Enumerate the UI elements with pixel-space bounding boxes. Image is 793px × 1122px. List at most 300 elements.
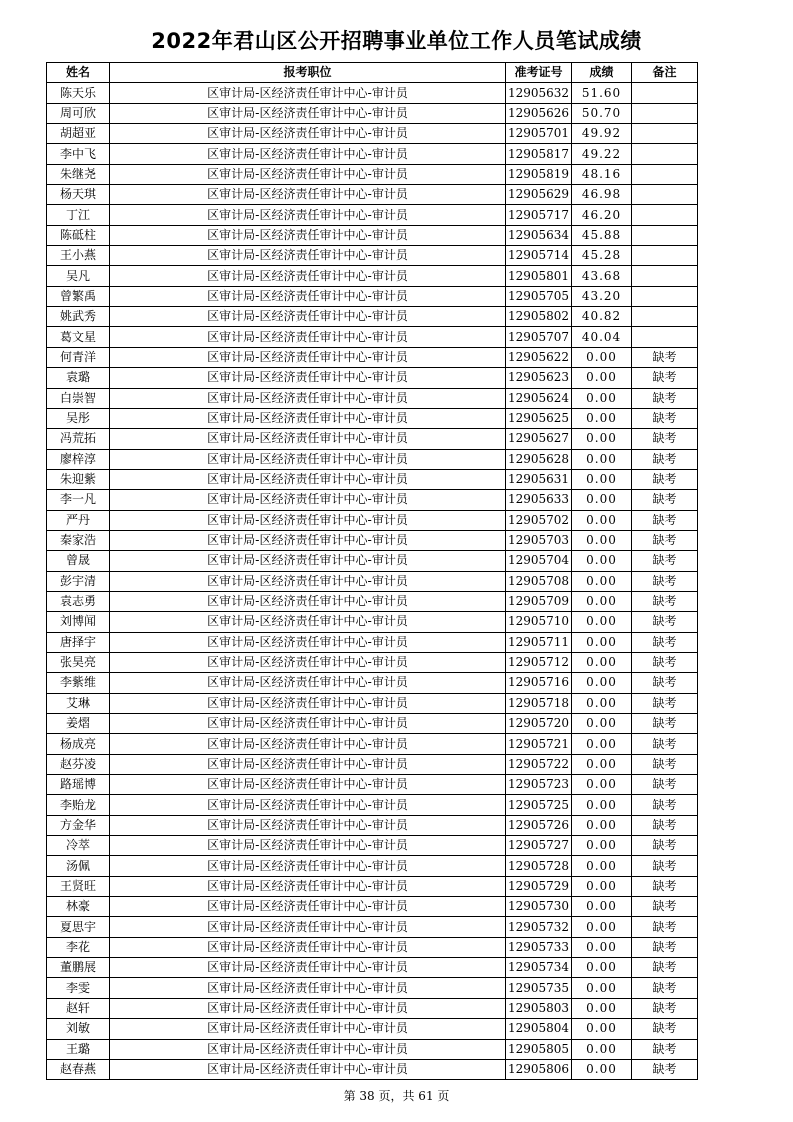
score-cell: 43.20 (572, 286, 632, 306)
score-cell: 0.00 (572, 795, 632, 815)
exam-id-cell: 12905718 (506, 693, 572, 713)
score-cell: 0.00 (572, 693, 632, 713)
score-cell: 0.00 (572, 510, 632, 530)
remark-cell: 缺考 (632, 958, 698, 978)
table-row (47, 775, 698, 795)
remark-cell: 缺考 (632, 836, 698, 856)
table-row (47, 734, 698, 754)
exam-id-cell: 12905725 (506, 795, 572, 815)
score-cell: 0.00 (572, 917, 632, 937)
candidate-name-cell: 彭宇清 (47, 571, 110, 591)
table-row (47, 83, 698, 103)
remark-cell: 缺考 (632, 571, 698, 591)
remark-cell: 缺考 (632, 978, 698, 998)
candidate-name-cell: 王小燕 (47, 246, 110, 266)
score-cell: 40.04 (572, 327, 632, 347)
remark-cell: 缺考 (632, 449, 698, 469)
header-name: 姓名 (47, 63, 110, 83)
position-cell: 区审计局-区经济责任审计中心-审计员 (110, 652, 506, 672)
position-cell: 区审计局-区经济责任审计中心-审计员 (110, 449, 506, 469)
exam-id-cell: 12905709 (506, 591, 572, 611)
position-cell: 区审计局-区经济责任审计中心-审计员 (110, 307, 506, 327)
table-row (47, 571, 698, 591)
position-cell: 区审计局-区经济责任审计中心-审计员 (110, 327, 506, 347)
remark-cell (632, 327, 698, 347)
position-cell: 区审计局-区经济责任审计中心-审计员 (110, 815, 506, 835)
exam-id-cell: 12905728 (506, 856, 572, 876)
remark-cell (632, 266, 698, 286)
position-cell: 区审计局-区经济责任审计中心-审计员 (110, 510, 506, 530)
score-cell: 0.00 (572, 714, 632, 734)
header-score: 成绩 (572, 63, 632, 83)
remark-cell: 缺考 (632, 775, 698, 795)
remark-cell: 缺考 (632, 408, 698, 428)
score-cell: 0.00 (572, 978, 632, 998)
position-cell: 区审计局-区经济责任审计中心-审计员 (110, 937, 506, 957)
remark-cell: 缺考 (632, 591, 698, 611)
candidate-name-cell: 林豪 (47, 897, 110, 917)
remark-cell: 缺考 (632, 815, 698, 835)
position-cell: 区审计局-区经济责任审计中心-审计员 (110, 246, 506, 266)
position-cell: 区审计局-区经济责任审计中心-审计员 (110, 734, 506, 754)
position-cell: 区审计局-区经济责任审计中心-审计员 (110, 286, 506, 306)
score-cell: 0.00 (572, 408, 632, 428)
table-row (47, 1039, 698, 1059)
position-cell: 区审计局-区经济责任审计中心-审计员 (110, 185, 506, 205)
position-cell: 区审计局-区经济责任审计中心-审计员 (110, 83, 506, 103)
exam-id-cell: 12905712 (506, 652, 572, 672)
score-cell: 45.28 (572, 246, 632, 266)
position-cell: 区审计局-区经济责任审计中心-审计员 (110, 164, 506, 184)
remark-cell (632, 164, 698, 184)
remark-cell: 缺考 (632, 1059, 698, 1079)
exam-id-cell: 12905627 (506, 429, 572, 449)
table-row (47, 652, 698, 672)
exam-id-cell: 12905735 (506, 978, 572, 998)
score-cell: 0.00 (572, 612, 632, 632)
score-cell: 0.00 (572, 652, 632, 672)
score-cell: 0.00 (572, 673, 632, 693)
remark-cell: 缺考 (632, 693, 698, 713)
table-row (47, 307, 698, 327)
score-cell: 49.92 (572, 124, 632, 144)
exam-id-cell: 12905701 (506, 124, 572, 144)
exam-id-cell: 12905801 (506, 266, 572, 286)
candidate-name-cell: 袁志勇 (47, 591, 110, 611)
position-cell: 区审计局-区经济责任审计中心-审计员 (110, 388, 506, 408)
score-cell: 0.00 (572, 429, 632, 449)
position-cell: 区审计局-区经济责任审计中心-审计员 (110, 1019, 506, 1039)
position-cell: 区审计局-区经济责任审计中心-审计员 (110, 775, 506, 795)
table-row (47, 714, 698, 734)
position-cell: 区审计局-区经济责任审计中心-审计员 (110, 998, 506, 1018)
table-row (47, 449, 698, 469)
position-cell: 区审计局-区经济责任审计中心-审计员 (110, 754, 506, 774)
remark-cell: 缺考 (632, 673, 698, 693)
exam-id-cell: 12905634 (506, 225, 572, 245)
position-cell: 区审计局-区经济责任审计中心-审计员 (110, 408, 506, 428)
score-cell: 0.00 (572, 1039, 632, 1059)
remark-cell: 缺考 (632, 937, 698, 957)
candidate-name-cell: 朱继尧 (47, 164, 110, 184)
exam-id-cell: 12905722 (506, 754, 572, 774)
candidate-name-cell: 姚武秀 (47, 307, 110, 327)
exam-id-cell: 12905805 (506, 1039, 572, 1059)
exam-id-cell: 12905625 (506, 408, 572, 428)
score-cell: 51.60 (572, 83, 632, 103)
exam-id-cell: 12905734 (506, 958, 572, 978)
table-row (47, 327, 698, 347)
exam-id-cell: 12905723 (506, 775, 572, 795)
table-header-row (47, 63, 698, 83)
table-row (47, 490, 698, 510)
remark-cell: 缺考 (632, 469, 698, 489)
position-cell: 区审计局-区经济责任审计中心-审计员 (110, 856, 506, 876)
position-cell: 区审计局-区经济责任审计中心-审计员 (110, 978, 506, 998)
table-row (47, 998, 698, 1018)
position-cell: 区审计局-区经济责任审计中心-审计员 (110, 124, 506, 144)
remark-cell: 缺考 (632, 652, 698, 672)
score-cell: 46.20 (572, 205, 632, 225)
candidate-name-cell: 丁江 (47, 205, 110, 225)
exam-id-cell: 12905804 (506, 1019, 572, 1039)
score-cell: 0.00 (572, 734, 632, 754)
table-row (47, 429, 698, 449)
exam-id-cell: 12905730 (506, 897, 572, 917)
position-cell: 区审计局-区经济责任审计中心-审计员 (110, 714, 506, 734)
position-cell: 区审计局-区经济责任审计中心-审计员 (110, 530, 506, 550)
position-cell: 区审计局-区经济责任审计中心-审计员 (110, 632, 506, 652)
table-row (47, 185, 698, 205)
remark-cell (632, 83, 698, 103)
remark-cell (632, 286, 698, 306)
page-footer: 第 38 页，共 61 页 (343, 1089, 450, 1103)
table-row (47, 266, 698, 286)
score-cell: 0.00 (572, 836, 632, 856)
exam-id-cell: 12905806 (506, 1059, 572, 1079)
table-row (47, 124, 698, 144)
score-cell: 0.00 (572, 876, 632, 896)
exam-id-cell: 12905628 (506, 449, 572, 469)
candidate-name-cell: 廖梓淳 (47, 449, 110, 469)
position-cell: 区审计局-区经济责任审计中心-审计员 (110, 429, 506, 449)
score-cell: 0.00 (572, 775, 632, 795)
remark-cell: 缺考 (632, 876, 698, 896)
position-cell: 区审计局-区经济责任审计中心-审计员 (110, 876, 506, 896)
candidate-name-cell: 朱迎紫 (47, 469, 110, 489)
score-cell: 0.00 (572, 490, 632, 510)
table-row (47, 246, 698, 266)
position-cell: 区审计局-区经济责任审计中心-审计员 (110, 836, 506, 856)
candidate-name-cell: 秦家浩 (47, 530, 110, 550)
remark-cell: 缺考 (632, 347, 698, 367)
exam-id-cell: 12905633 (506, 490, 572, 510)
score-cell: 0.00 (572, 897, 632, 917)
exam-id-cell: 12905711 (506, 632, 572, 652)
score-cell: 0.00 (572, 632, 632, 652)
table-row (47, 591, 698, 611)
score-cell: 0.00 (572, 998, 632, 1018)
remark-cell: 缺考 (632, 551, 698, 571)
page-title: 2022年君山区公开招聘事业单位工作人员笔试成绩 (151, 29, 642, 53)
score-cell: 50.70 (572, 103, 632, 123)
remark-cell: 缺考 (632, 612, 698, 632)
remark-cell: 缺考 (632, 754, 698, 774)
remark-cell: 缺考 (632, 490, 698, 510)
score-cell: 0.00 (572, 530, 632, 550)
table-row (47, 1019, 698, 1039)
remark-cell: 缺考 (632, 510, 698, 530)
table-row (47, 347, 698, 367)
exam-id-cell: 12905632 (506, 83, 572, 103)
score-cell: 0.00 (572, 937, 632, 957)
candidate-name-cell: 杨天琪 (47, 185, 110, 205)
position-cell: 区审计局-区经济责任审计中心-审计员 (110, 347, 506, 367)
exam-id-cell: 12905733 (506, 937, 572, 957)
candidate-name-cell: 袁璐 (47, 368, 110, 388)
exam-id-cell: 12905729 (506, 876, 572, 896)
table-row (47, 530, 698, 550)
table-row (47, 856, 698, 876)
remark-cell: 缺考 (632, 856, 698, 876)
candidate-name-cell: 赵芬凌 (47, 754, 110, 774)
candidate-name-cell: 路瑶博 (47, 775, 110, 795)
candidate-name-cell: 艾琳 (47, 693, 110, 713)
exam-id-cell: 12905803 (506, 998, 572, 1018)
candidate-name-cell: 刘博闻 (47, 612, 110, 632)
candidate-name-cell: 夏思宇 (47, 917, 110, 937)
exam-id-cell: 12905708 (506, 571, 572, 591)
table-row (47, 754, 698, 774)
candidate-name-cell: 方金华 (47, 815, 110, 835)
exam-id-cell: 12905710 (506, 612, 572, 632)
candidate-name-cell: 严丹 (47, 510, 110, 530)
remark-cell (632, 307, 698, 327)
position-cell: 区审计局-区经济责任审计中心-审计员 (110, 469, 506, 489)
table-row (47, 836, 698, 856)
remark-cell (632, 103, 698, 123)
remark-cell: 缺考 (632, 1039, 698, 1059)
remark-cell: 缺考 (632, 1019, 698, 1039)
exam-id-cell: 12905622 (506, 347, 572, 367)
candidate-name-cell: 张昊亮 (47, 652, 110, 672)
remark-cell (632, 144, 698, 164)
position-cell: 区审计局-区经济责任审计中心-审计员 (110, 103, 506, 123)
position-cell: 区审计局-区经济责任审计中心-审计员 (110, 958, 506, 978)
candidate-name-cell: 李中飞 (47, 144, 110, 164)
candidate-name-cell: 陈砥柱 (47, 225, 110, 245)
candidate-name-cell: 李一凡 (47, 490, 110, 510)
table-row (47, 673, 698, 693)
table-row (47, 388, 698, 408)
score-cell: 0.00 (572, 347, 632, 367)
candidate-name-cell: 李贻龙 (47, 795, 110, 815)
position-cell: 区审计局-区经济责任审计中心-审计员 (110, 795, 506, 815)
exam-id-cell: 12905726 (506, 815, 572, 835)
table-row (47, 632, 698, 652)
candidate-name-cell: 刘敏 (47, 1019, 110, 1039)
table-row (47, 612, 698, 632)
table-row (47, 897, 698, 917)
score-cell: 40.82 (572, 307, 632, 327)
score-cell: 0.00 (572, 368, 632, 388)
score-cell: 0.00 (572, 754, 632, 774)
score-cell: 45.88 (572, 225, 632, 245)
position-cell: 区审计局-区经济责任审计中心-审计员 (110, 1039, 506, 1059)
table-row (47, 510, 698, 530)
score-cell: 43.68 (572, 266, 632, 286)
exam-id-cell: 12905717 (506, 205, 572, 225)
candidate-name-cell: 胡超亚 (47, 124, 110, 144)
candidate-name-cell: 曾晟 (47, 551, 110, 571)
table-row (47, 815, 698, 835)
exam-id-cell: 12905623 (506, 368, 572, 388)
position-cell: 区审计局-区经济责任审计中心-审计员 (110, 591, 506, 611)
remark-cell: 缺考 (632, 734, 698, 754)
score-cell: 0.00 (572, 551, 632, 571)
header-remark: 备注 (632, 63, 698, 83)
candidate-name-cell: 李花 (47, 937, 110, 957)
remark-cell: 缺考 (632, 714, 698, 734)
candidate-name-cell: 吴凡 (47, 266, 110, 286)
remark-cell (632, 185, 698, 205)
candidate-name-cell: 赵春燕 (47, 1059, 110, 1079)
position-cell: 区审计局-区经济责任审计中心-审计员 (110, 571, 506, 591)
remark-cell: 缺考 (632, 632, 698, 652)
exam-id-cell: 12905707 (506, 327, 572, 347)
table-row (47, 408, 698, 428)
candidate-name-cell: 陈天乐 (47, 83, 110, 103)
candidate-name-cell: 赵轩 (47, 998, 110, 1018)
score-cell: 0.00 (572, 815, 632, 835)
candidate-name-cell: 唐择宇 (47, 632, 110, 652)
score-cell: 0.00 (572, 856, 632, 876)
exam-id-cell: 12905704 (506, 551, 572, 571)
remark-cell: 缺考 (632, 530, 698, 550)
position-cell: 区审计局-区经济责任审计中心-审计员 (110, 551, 506, 571)
remark-cell: 缺考 (632, 795, 698, 815)
exam-id-cell: 12905817 (506, 144, 572, 164)
candidate-name-cell: 吴彤 (47, 408, 110, 428)
table-row (47, 978, 698, 998)
score-cell: 0.00 (572, 1019, 632, 1039)
candidate-name-cell: 汤佩 (47, 856, 110, 876)
candidate-name-cell: 董鹏展 (47, 958, 110, 978)
candidate-name-cell: 葛文星 (47, 327, 110, 347)
exam-id-cell: 12905802 (506, 307, 572, 327)
exam-id-cell: 12905716 (506, 673, 572, 693)
remark-cell (632, 225, 698, 245)
remark-cell (632, 124, 698, 144)
score-cell: 0.00 (572, 591, 632, 611)
table-row (47, 795, 698, 815)
position-cell: 区审计局-区经济责任审计中心-审计员 (110, 490, 506, 510)
remark-cell: 缺考 (632, 388, 698, 408)
score-cell: 49.22 (572, 144, 632, 164)
candidate-name-cell: 姜熠 (47, 714, 110, 734)
candidate-name-cell: 李雯 (47, 978, 110, 998)
exam-id-cell: 12905714 (506, 246, 572, 266)
remark-cell: 缺考 (632, 897, 698, 917)
position-cell: 区审计局-区经济责任审计中心-审计员 (110, 693, 506, 713)
exam-id-cell: 12905819 (506, 164, 572, 184)
remark-cell (632, 205, 698, 225)
table-row (47, 103, 698, 123)
position-cell: 区审计局-区经济责任审计中心-审计员 (110, 266, 506, 286)
score-cell: 46.98 (572, 185, 632, 205)
exam-id-cell: 12905720 (506, 714, 572, 734)
table-row (47, 144, 698, 164)
exam-id-cell: 12905624 (506, 388, 572, 408)
scores-table (46, 62, 698, 1080)
table-row (47, 551, 698, 571)
candidate-name-cell: 王贤旺 (47, 876, 110, 896)
exam-id-cell: 12905732 (506, 917, 572, 937)
table-row (47, 469, 698, 489)
table-row (47, 164, 698, 184)
position-cell: 区审计局-区经济责任审计中心-审计员 (110, 612, 506, 632)
candidate-name-cell: 周可欣 (47, 103, 110, 123)
header-exam-id: 准考证号 (506, 63, 572, 83)
header-position: 报考职位 (110, 63, 506, 83)
exam-id-cell: 12905629 (506, 185, 572, 205)
table-row (47, 286, 698, 306)
table-row (47, 937, 698, 957)
exam-id-cell: 12905702 (506, 510, 572, 530)
position-cell: 区审计局-区经济责任审计中心-审计员 (110, 144, 506, 164)
score-cell: 0.00 (572, 388, 632, 408)
position-cell: 区审计局-区经济责任审计中心-审计员 (110, 917, 506, 937)
table-body (47, 83, 698, 1080)
score-cell: 0.00 (572, 1059, 632, 1079)
remark-cell: 缺考 (632, 429, 698, 449)
table-row (47, 1059, 698, 1079)
candidate-name-cell: 冷萃 (47, 836, 110, 856)
position-cell: 区审计局-区经济责任审计中心-审计员 (110, 897, 506, 917)
score-cell: 0.00 (572, 958, 632, 978)
exam-id-cell: 12905703 (506, 530, 572, 550)
score-cell: 0.00 (572, 571, 632, 591)
exam-id-cell: 12905705 (506, 286, 572, 306)
candidate-name-cell: 白崇智 (47, 388, 110, 408)
candidate-name-cell: 何青洋 (47, 347, 110, 367)
table-row (47, 917, 698, 937)
position-cell: 区审计局-区经济责任审计中心-审计员 (110, 225, 506, 245)
candidate-name-cell: 李紫维 (47, 673, 110, 693)
table-row (47, 958, 698, 978)
remark-cell: 缺考 (632, 368, 698, 388)
position-cell: 区审计局-区经济责任审计中心-审计员 (110, 205, 506, 225)
table-row (47, 693, 698, 713)
exam-id-cell: 12905626 (506, 103, 572, 123)
remark-cell: 缺考 (632, 917, 698, 937)
candidate-name-cell: 王璐 (47, 1039, 110, 1059)
score-cell: 0.00 (572, 469, 632, 489)
score-cell: 48.16 (572, 164, 632, 184)
position-cell: 区审计局-区经济责任审计中心-审计员 (110, 368, 506, 388)
remark-cell: 缺考 (632, 998, 698, 1018)
remark-cell (632, 246, 698, 266)
table-row (47, 225, 698, 245)
exam-id-cell: 12905721 (506, 734, 572, 754)
exam-id-cell: 12905631 (506, 469, 572, 489)
candidate-name-cell: 曾繁禹 (47, 286, 110, 306)
position-cell: 区审计局-区经济责任审计中心-审计员 (110, 673, 506, 693)
table-row (47, 876, 698, 896)
exam-id-cell: 12905727 (506, 836, 572, 856)
table-row (47, 368, 698, 388)
candidate-name-cell: 杨成亮 (47, 734, 110, 754)
